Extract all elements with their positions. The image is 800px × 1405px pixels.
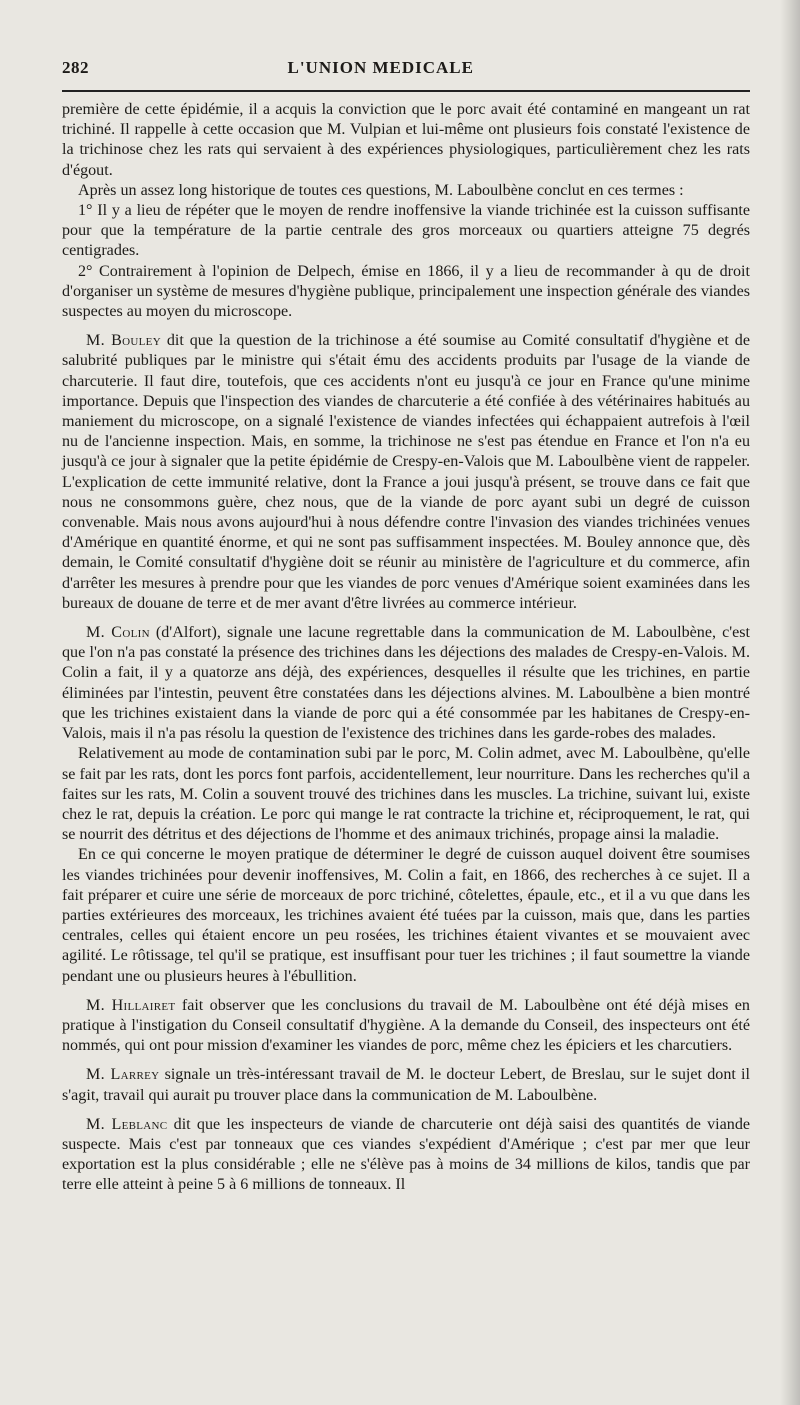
speaker-name: M. Leblanc [86, 1115, 168, 1133]
paragraph [62, 331, 750, 614]
paragraph [62, 1065, 750, 1105]
paragraph-text: dit que la question de la trichinose a été soumise au Comité consultatif d'hygiène et de salubrité publiques par le ministre qui s'était ému des accidents produits par l'usage de la viande de charcuterie. Il faut dire, toutefois, que ces accidents n'ont eu jusqu'à ce jour en France qu'une minime importance. Depuis que l'inspection des viandes de charcuterie a été confiée à des vétérinaires habitués au maniement du microscope, on a signalé l'existence de viandes infectées qui échappaient autrefois à l'œil nu de l'ancienne inspection. Mais, en somme, la trichinose ne s'est pas étendue en France et l'on n'a eu jusqu'à ce jour à signaler que la petite épidémie de Crespy-en-Valois que M. Laboulbène vient de rappeler. L'explication de cette immunité relative, dont la France a joui jusqu'à présent, se trouve dans ce fait que nous ne consommons guère, chez nous, que de la viande de porc ayant subi un degré de cuisson convenable. Mais nous avons aujourd'hui à nous défendre contre l'invasion des viandes trichinées venues d'Amérique en quantité énorme, et qui ne sont pas suffisamment inspectées. M. Bouley annonce que, dès demain, le Comité consultatif d'hygiène doit se réunir au ministère de l'agriculture et du commerce, afin d'arrêter les mesures à prendre pour que les viandes de porc venues d'Amérique soient examinées dans les bureaux de douane de terre et de mer avant d'être livrées au commerce intérieur. [62, 332, 750, 612]
paragraph: 1° Il y a lieu de répéter que le moyen de rendre inoffensive la viande trichinée est la cuisson suffisante pour que la température de la partie centrale des gros morceaux ou quartiers atteigne 75 degrés centigrades. [62, 202, 750, 260]
speaker-name: M. Hillairet [86, 996, 176, 1014]
speaker-name: M. Colin [86, 624, 150, 642]
page-edge-shadow [780, 0, 800, 1405]
paragraph: En ce qui concerne le moyen pratique de déterminer le degré de cuisson auquel doivent être soumises les viandes trichinées pour devenir inoffensives, M. Colin a fait, en 1866, des recherches à ce sujet. Il a fait préparer et cuire une série de morceaux de porc trichiné, côtelettes, épaule, etc., et il a vu que dans les parties extérieures des morceaux, les trichines avaient été tuées par la cuisson, mais que, dans les parties centrales, celles qui étaient encore un peu rosées, les trichines étaient vivantes et se mouvaient avec agilité. Le rôtissage, tel qu'il se pratique, est insuffisant pour tuer les trichines ; il faut soumettre la viande pendant une ou plusieurs heures à l'ébullition. [62, 846, 750, 985]
paragraph-text: signale un très-intéressant travail de M. le docteur Lebert, de Breslau, sur le sujet dont il s'agit, travail qui aurait pu trouver place dans la communication de M. Laboulbène. [62, 1066, 750, 1104]
header-rule [62, 90, 750, 92]
paragraph-text: fait observer que les conclusions du travail de M. Laboulbène ont été déjà mises en pratique à l'instigation du Conseil consultatif d'hygiène. A la demande du Conseil, des inspecteurs ont été nommés, qui ont pour mission d'examiner les viandes de porc, même chez les épiciers et les charcutiers. [62, 996, 750, 1055]
paragraph [62, 623, 750, 744]
page-number: 282 [62, 58, 89, 77]
journal-title: L'UNION MEDICALE [287, 58, 474, 77]
speaker-name: M. Larrey [86, 1066, 160, 1084]
paragraph-text: dit que les inspecteurs de viande de charcuterie ont déjà saisi des quantités de viande suspecte. Mais c'est par tonneaux que ces viandes s'expédient d'Amérique ; c'est par mer que leur exportation est la plus considérable ; elle ne s'élève pas à moins de 34 millions de kilos, tandis que par terre elle atteint à peine 5 à 6 millions de tonneaux. Il [62, 1115, 751, 1194]
paragraph-text: (d'Alfort), signale une lacune regrettable dans la communication de M. Laboulbène, c'est que l'on n'a pas constaté la présence des trichines dans les déjections des malades de Crespy-en-Valois. M. Colin a fait, il y a quatorze ans déjà, des expériences, desquelles il résulte que les trichines, en partie éliminées par l'intestin, peuvent être constatées dans les déjections alvines. M. Laboulbène a bien montré que les trichines existaient dans la viande de porc qui a été consommée par les habitanes de Crespy-en-Valois, mais il n'a pas résolu la question de l'existence des trichines dans les garde-robes des malades. [62, 624, 750, 743]
paragraph: 2° Contrairement à l'opinion de Delpech, émise en 1866, il y a lieu de recommander à qu de droit d'organiser un système de mesures d'hygiène publique, principalement une inspection générale des viandes suspectes au moyen du microscope. [62, 262, 750, 321]
paragraph: première de cette épidémie, il a acquis la conviction que le porc avait été contaminé en mangeant un rat trichiné. Il rappelle à cette occasion que M. Vulpian et lui-même ont plusieurs fois constaté l'existence de la trichinose chez les rats qui servaient à des expériences physiologiques, particulièrement chez les rats d'égout. [62, 101, 750, 179]
paragraph: Relativement au mode de contamination subi par le porc, M. Colin admet, avec M. Laboulbène, qu'elle se fait par les rats, dont les porcs font parfois, accidentellement, leur nourriture. Dans les recherches qu'il a faites sur les rats, M. Colin a souvent trouvé des trichines dans les muscles. La trichine, suivant lui, existe chez le rat, depuis la création. Le porc qui mange le rat contracte la trichine et, réciproquement, le rat, qui se nourrit des détritus et des déjections de l'homme et des animaux trichinés, propage ainsi la maladie. [62, 745, 750, 844]
paragraph [62, 996, 750, 1057]
body-text [62, 100, 750, 1196]
running-header [62, 58, 750, 78]
speaker-name: M. Bouley [86, 332, 161, 350]
paragraph [62, 1115, 750, 1196]
paragraph: Après un assez long historique de toutes ces questions, M. Laboulbène conclut en ces termes : [78, 181, 684, 199]
